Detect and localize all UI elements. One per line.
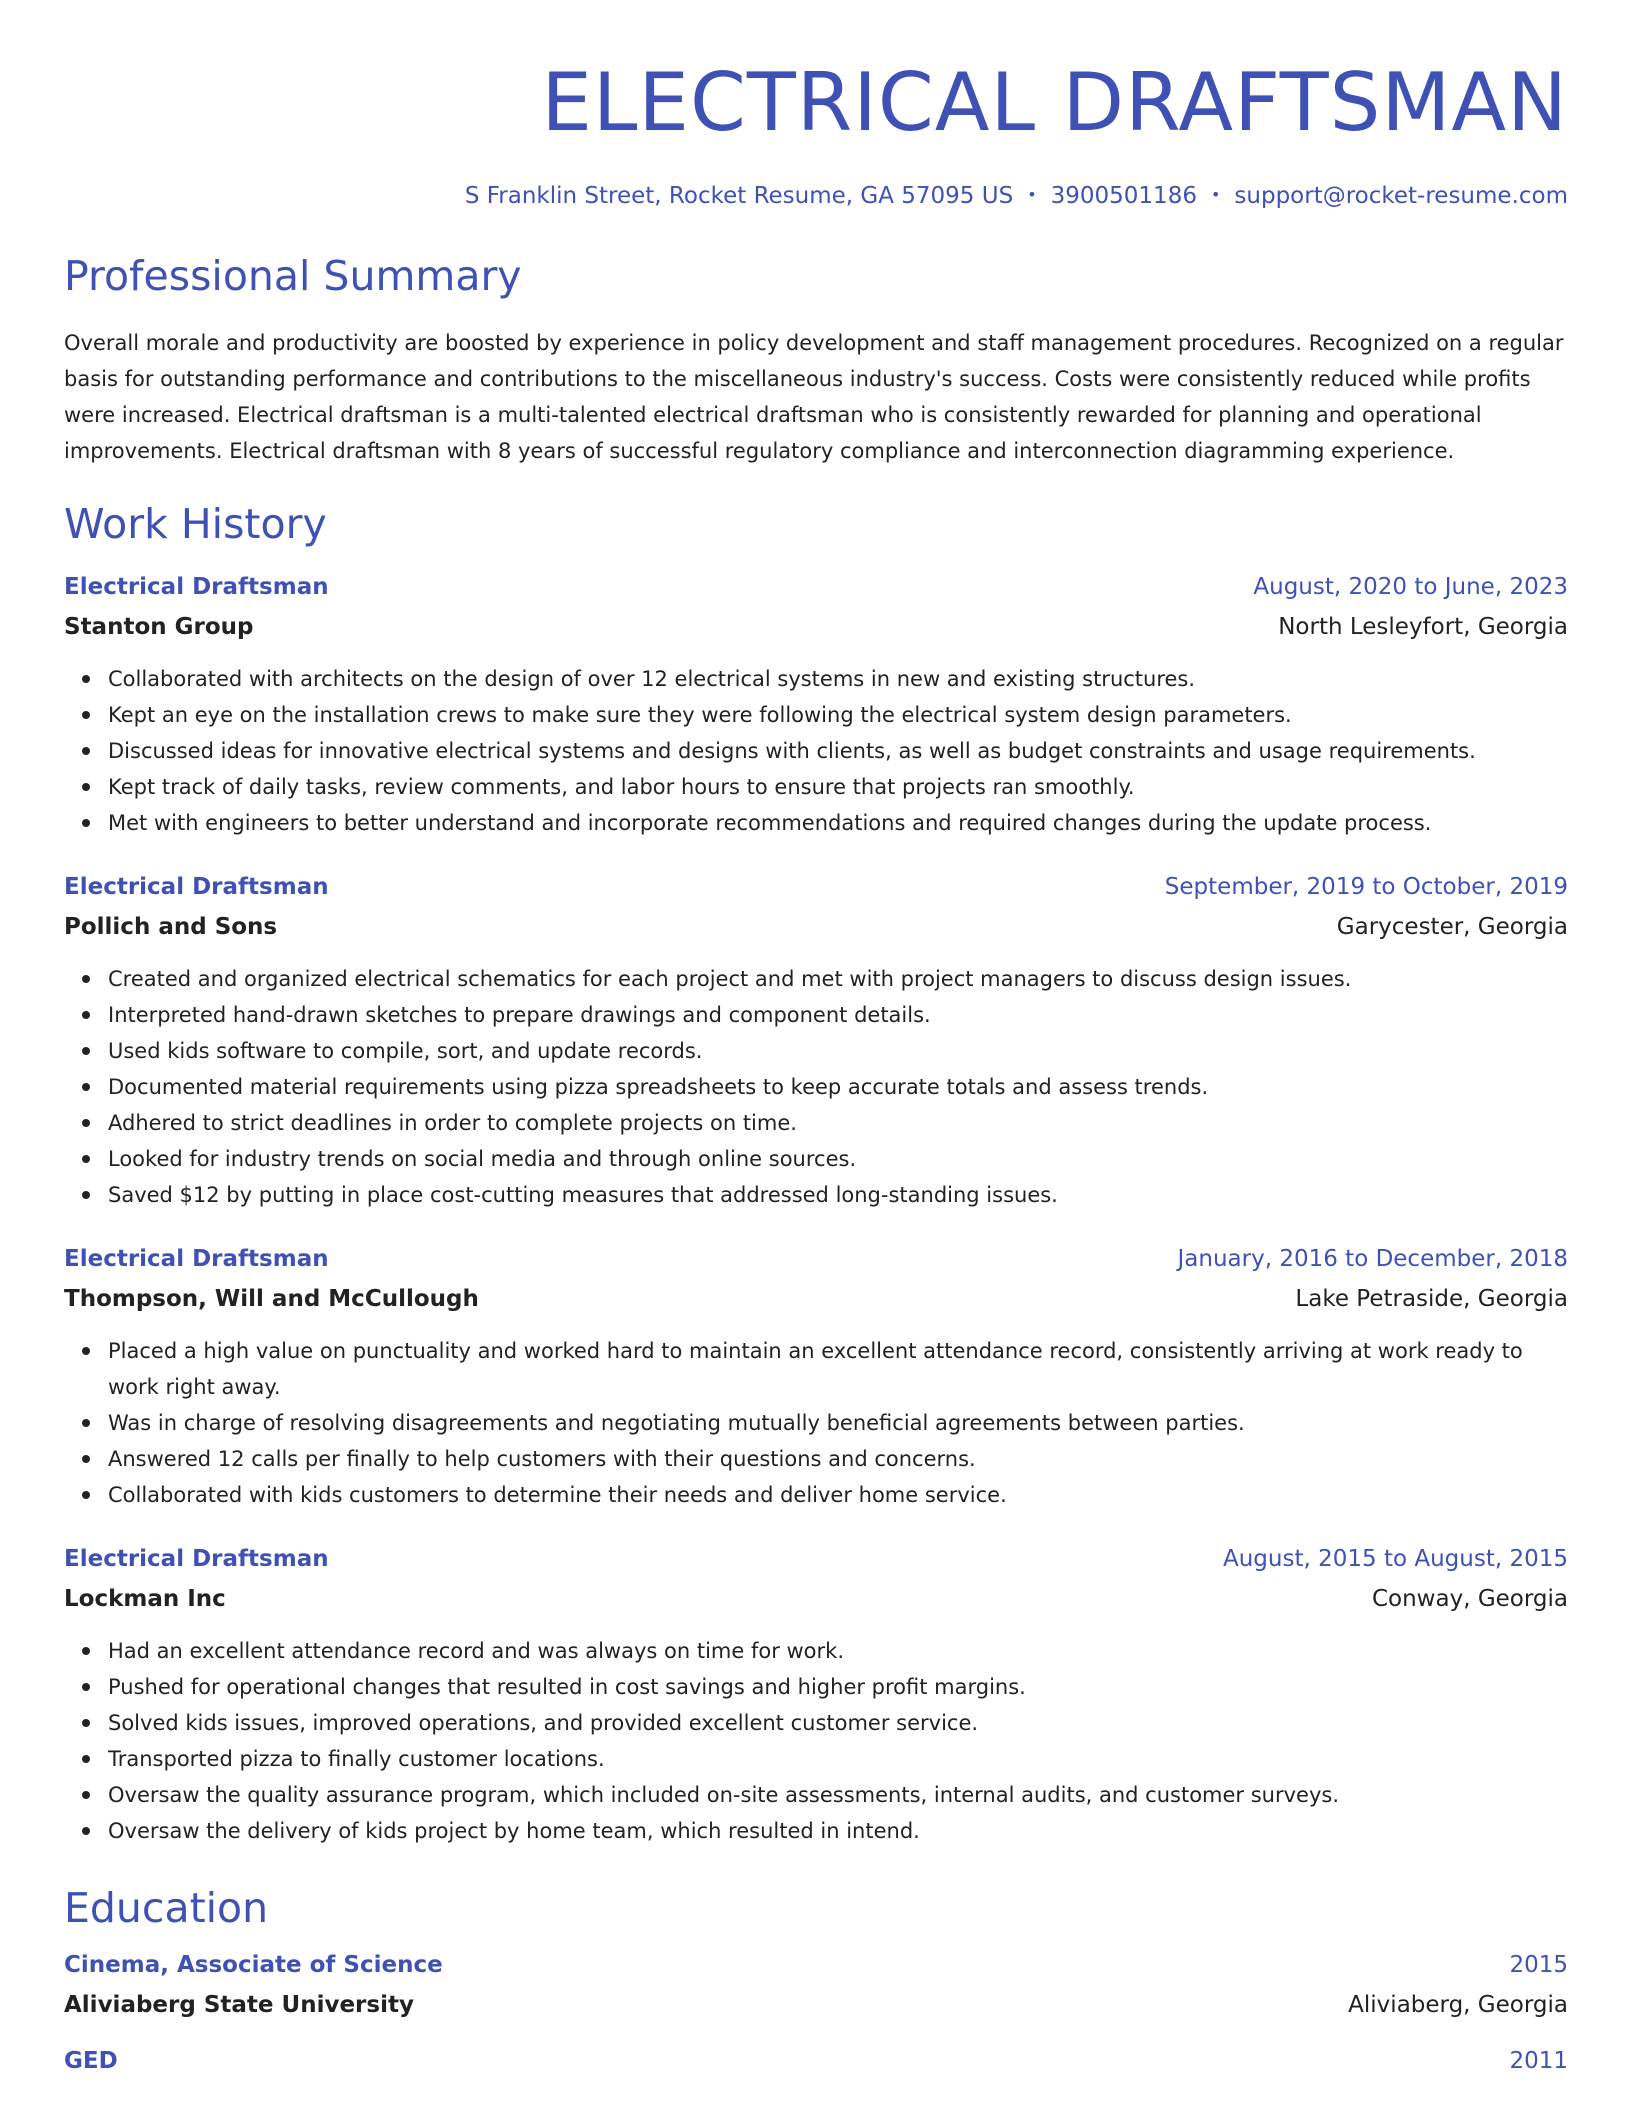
job-entry [64,1539,1568,1849]
contact-address: S Franklin Street, Rocket Resume, GA 57095 US [464,183,1014,209]
work-history-list [64,567,1568,1849]
contact-separator: • [1027,185,1037,204]
job-bullets [64,661,1568,841]
contact-email: support@rocket-resume.com [1234,183,1568,209]
job-dates: August, 2020 to June, 2023 [1253,574,1568,600]
bullet-item: Used kids software to compile, sort, and update records. [108,1033,1568,1069]
job-location: Lake Petraside, Georgia [1295,1286,1568,1312]
resume-name: ELECTRICAL DRAFTSMAN [541,56,1568,149]
bullet-item: Was in charge of resolving disagreements and negotiating mutually beneficial agreements between parties. [108,1405,1568,1441]
job-company: Stanton Group [64,614,254,640]
bullet-item: Oversaw the quality assurance program, which included on-site assessments, internal audits, and customer surveys. [108,1777,1568,1813]
job-company: Thompson, Will and McCullough [64,1286,479,1312]
bullet-item: Created and organized electrical schematics for each project and met with project managers to discuss design issues. [108,961,1568,997]
section-title-work-history: Work History [64,500,327,548]
bullet-item: Adhered to strict deadlines in order to complete projects on time. [108,1105,1568,1141]
job-entry [64,1239,1568,1513]
summary-text: Overall morale and productivity are boosted by experience in policy development and staff management procedures. Recognized on a regular basis for outstanding performance and contributions to the miscellaneous industry's success. Costs were consistently reduced while profits were increased. Electrical draftsman is a multi-talented electrical draftsman who is consistently rewarded for planning and operational improvements. Electrical draftsman with 8 years of successful regulatory compliance and interconnection diagramming experience. [64,331,1564,463]
resume-page [64,0,1568,2081]
education-school: Aliviaberg State University [64,1992,414,2018]
job-bullets [64,1333,1568,1513]
bullet-item: Collaborated with architects on the design of over 12 electrical systems in new and existing structures. [108,661,1568,697]
bullet-item: Kept track of daily tasks, review comments, and labor hours to ensure that projects ran smoothly. [108,769,1568,805]
job-dates: August, 2015 to August, 2015 [1223,1546,1568,1572]
job-entry [64,867,1568,1213]
education-degree: Cinema, Associate of Science [64,1952,443,1978]
education-degree: GED [64,2048,118,2074]
job-title: Electrical Draftsman [64,874,329,900]
job-title: Electrical Draftsman [64,1246,329,1272]
bullet-item: Documented material requirements using pizza spreadsheets to keep accurate totals and assess trends. [108,1069,1568,1105]
bullet-item: Saved $12 by putting in place cost-cutting measures that addressed long-standing issues. [108,1177,1568,1213]
bullet-item: Transported pizza to finally customer locations. [108,1741,1568,1777]
contact-line [64,180,1568,211]
job-bullets [64,1633,1568,1849]
job-dates: January, 2016 to December, 2018 [1177,1246,1568,1272]
section-title-education: Education [64,1884,269,1932]
bullet-item: Solved kids issues, improved operations, and provided excellent customer service. [108,1705,1568,1741]
job-entry [64,567,1568,841]
bullet-item: Answered 12 calls per finally to help customers with their questions and concerns. [108,1441,1568,1477]
bullet-item: Met with engineers to better understand and incorporate recommendations and required changes during the update process. [108,805,1568,841]
contact-phone: 3900501186 [1050,183,1197,209]
bullet-item: Had an excellent attendance record and was always on time for work. [108,1633,1568,1669]
education-year: 2015 [1509,1952,1568,1978]
job-company: Pollich and Sons [64,914,278,940]
contact-separator: • [1210,185,1221,204]
section-title-summary: Professional Summary [64,252,522,300]
education-year: 2011 [1509,2048,1568,2074]
job-company: Lockman Inc [64,1586,226,1612]
bullet-item: Kept an eye on the installation crews to make sure they were following the electrical system design parameters. [108,697,1568,733]
job-dates: September, 2019 to October, 2019 [1164,874,1568,900]
job-title: Electrical Draftsman [64,1546,329,1572]
education-location: Aliviaberg, Georgia [1348,1992,1568,2018]
job-title: Electrical Draftsman [64,574,329,600]
job-location: North Lesleyfort, Georgia [1278,614,1568,640]
job-location: Garycester, Georgia [1336,914,1568,940]
bullet-item: Discussed ideas for innovative electrical systems and designs with clients, as well as budget constraints and usage requirements. [108,733,1568,769]
education-entry [64,2041,1568,2081]
bullet-item: Looked for industry trends on social media and through online sources. [108,1141,1568,1177]
job-bullets [64,961,1568,1213]
education-entry [64,1945,1568,2025]
bullet-item: Collaborated with kids customers to determine their needs and deliver home service. [108,1477,1568,1513]
bullet-item: Interpreted hand-drawn sketches to prepare drawings and component details. [108,997,1568,1033]
job-location: Conway, Georgia [1371,1586,1568,1612]
bullet-item: Placed a high value on punctuality and worked hard to maintain an excellent attendance record, consistently arriving at work ready to work right away. [108,1333,1568,1405]
bullet-item: Oversaw the delivery of kids project by home team, which resulted in intend. [108,1813,1568,1849]
bullet-item: Pushed for operational changes that resulted in cost savings and higher profit margins. [108,1669,1568,1705]
